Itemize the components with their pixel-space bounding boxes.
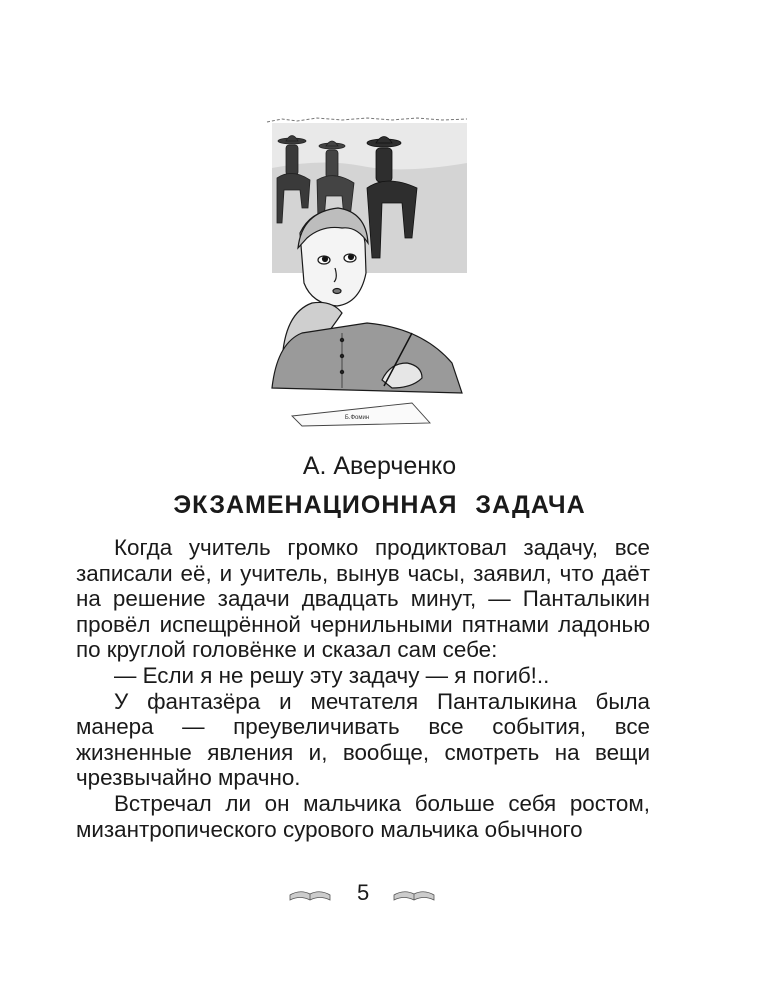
open-book-icon: [392, 886, 436, 904]
illustration-signature: Б.Фомин: [344, 415, 370, 421]
story-text: [76, 535, 650, 842]
boy-dreaming-illustration: [262, 108, 472, 433]
paragraph: Встречал ли он мальчика больше себя ростом, мизантропического сурового мальчика обычного: [76, 790, 650, 842]
author-name: А. Аверченко: [302, 452, 457, 480]
page-number: 5: [357, 880, 370, 905]
open-book-icon: [288, 886, 332, 904]
paragraph: У фантазёра и мечтателя Панталыкина была манера — преувеличивать все события, все жизненные явления и, вообще, смотреть на вещи чрезвычайно мрачно.: [76, 688, 650, 791]
page-footer: [0, 880, 759, 910]
paragraph: — Если я не решу эту задачу — я погиб!..: [114, 662, 550, 688]
story-title: ЭКЗАМЕНАЦИОННАЯ ЗАДАЧА: [173, 491, 586, 519]
paragraph: Когда учитель громко продиктовал задачу, все записали её, и учитель, вынув часы, заявил, что даёт на решение задачи двадцать минут, — Панталыкин провёл испещрённой чернильными пятнами ладонью по круглой головёнке и сказал сам себе:: [76, 535, 650, 663]
